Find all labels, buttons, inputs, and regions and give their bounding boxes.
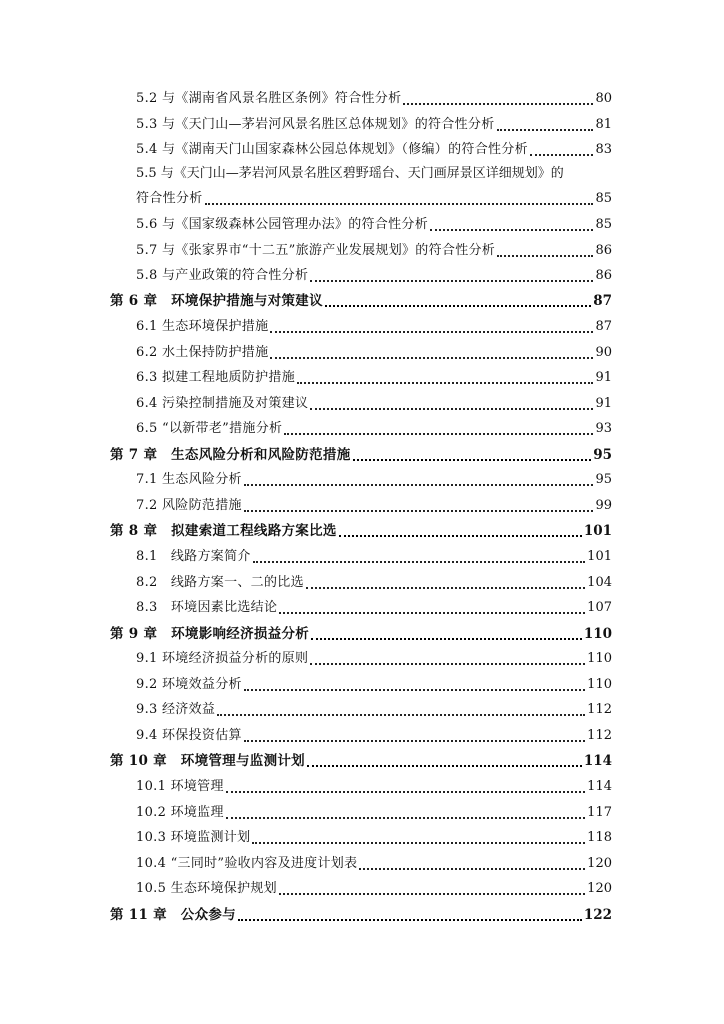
toc-entry-title: 5.2 与《湖南省风景名胜区条例》符合性分析	[136, 91, 402, 106]
toc-entry-title: 5.8 与产业政策的符合性分析	[136, 268, 309, 283]
toc-entry-title-line2: 符合性分析	[136, 191, 203, 206]
toc-entry-title: 5.4 与《湖南天门山国家森林公园总体规划》（修编）的符合性分析	[136, 142, 528, 157]
dot-leader	[353, 444, 592, 466]
toc-entry-page: 101	[587, 549, 612, 564]
toc-entry-page: 83	[595, 142, 612, 157]
toc-entry-page: 80	[595, 91, 612, 106]
toc-entry[interactable]	[136, 495, 612, 517]
toc-entry-page: 110	[587, 651, 612, 666]
toc-entry[interactable]	[136, 418, 612, 440]
toc-entry[interactable]	[136, 648, 612, 670]
toc-entry-title: 6.3 拟建工程地质防护措施	[136, 370, 296, 385]
toc-entry-title: 8.2 线路方案一、二的比选	[136, 575, 304, 590]
toc-entry[interactable]	[136, 776, 612, 798]
toc-entry-title: 10.3 环境监测计划	[136, 830, 251, 845]
dot-leader	[307, 750, 582, 772]
toc-entry-title: 7.1 生态风险分析	[136, 472, 242, 487]
toc-entry-title: 8.1 线路方案简介	[136, 549, 251, 564]
toc-entry[interactable]	[136, 725, 612, 747]
toc-entry-page: 91	[595, 370, 612, 385]
dot-leader	[297, 367, 593, 389]
dot-leader	[497, 114, 594, 136]
toc-entry[interactable]	[136, 240, 612, 262]
dot-leader	[325, 290, 591, 312]
toc-entry-title-line1[interactable]: 5.5 与《天门山—茅岩河风景名胜区碧野瑶台、天门画屏景区详细规划》的	[136, 166, 564, 181]
dot-leader	[244, 469, 594, 491]
toc-entry-title: 6.4 污染控制措施及对策建议	[136, 396, 309, 411]
toc-chapter-title: 第 7 章 生态风险分析和风险防范措施	[110, 447, 351, 463]
toc-entry-title: 9.2 环境效益分析	[136, 677, 242, 692]
toc-entry[interactable]	[136, 342, 612, 364]
toc-entry-title: 9.1 环境经济损益分析的原则	[136, 651, 309, 666]
toc-chapter-page: 122	[583, 907, 612, 923]
toc-entry-page: 117	[587, 805, 612, 820]
toc-entry-page: 87	[595, 319, 612, 334]
toc-chapter[interactable]	[110, 904, 612, 926]
toc-entry-page: 86	[595, 243, 612, 258]
toc-entry[interactable]	[136, 393, 612, 415]
dot-leader	[430, 214, 593, 236]
dot-leader	[279, 597, 585, 619]
toc-entry-page: 81	[595, 117, 612, 132]
toc-entry[interactable]	[136, 139, 612, 161]
toc-chapter-title: 第 11 章 公众参与	[110, 907, 236, 923]
toc-chapter[interactable]	[110, 290, 612, 312]
dot-leader	[403, 88, 593, 110]
toc-entry[interactable]	[136, 546, 612, 568]
toc-entry-title: 10.2 环境监理	[136, 805, 224, 820]
toc-chapter[interactable]	[110, 520, 612, 542]
toc-entry-title: 9.4 环保投资估算	[136, 728, 242, 743]
dot-leader	[270, 316, 593, 338]
toc-entry-page: 85	[595, 217, 612, 232]
toc-entry-title: 8.3 环境因素比选结论	[136, 600, 278, 615]
toc-entry-title: 6.1 生态环境保护措施	[136, 319, 269, 334]
dot-leader	[244, 674, 585, 696]
toc-entry[interactable]	[136, 853, 612, 875]
toc-chapter-title: 第 6 章 环境保护措施与对策建议	[110, 293, 323, 309]
toc-entry[interactable]	[136, 699, 612, 721]
toc-chapter-page: 95	[593, 447, 612, 463]
toc-entry[interactable]	[136, 878, 612, 900]
toc-entry[interactable]	[136, 597, 612, 619]
toc-entry-page: 104	[587, 575, 612, 590]
toc-chapter[interactable]	[110, 444, 612, 466]
toc-entry[interactable]	[136, 469, 612, 491]
dot-leader	[226, 776, 585, 798]
toc-chapter-page: 110	[583, 626, 612, 642]
dot-leader	[217, 699, 585, 721]
toc-entry-page: 110	[587, 677, 612, 692]
toc-entry-page: 86	[595, 268, 612, 283]
toc-entry[interactable]	[136, 114, 612, 136]
toc-entry-page: 90	[595, 345, 612, 360]
dot-leader	[310, 265, 593, 287]
dot-leader	[310, 393, 593, 415]
dot-leader	[359, 853, 585, 875]
toc-entry-page: 93	[595, 421, 612, 436]
dot-leader	[284, 418, 593, 440]
dot-leader	[226, 802, 585, 824]
toc-entry[interactable]	[136, 367, 612, 389]
toc-chapter[interactable]	[110, 750, 612, 772]
toc-entry[interactable]	[136, 802, 612, 824]
dot-leader	[205, 188, 594, 210]
toc-entry-page: 107	[587, 600, 612, 615]
toc-entry-title: 9.3 经济效益	[136, 702, 216, 717]
toc-chapter-title: 第 10 章 环境管理与监测计划	[110, 753, 305, 769]
toc-entry[interactable]	[136, 316, 612, 338]
toc-chapter-page: 114	[583, 753, 612, 769]
dot-leader	[530, 139, 594, 161]
toc-entry[interactable]	[136, 572, 612, 594]
toc-entry[interactable]	[136, 827, 612, 849]
dot-leader	[497, 240, 593, 262]
toc-entry-page: 112	[587, 702, 612, 717]
toc-entry-title: 10.1 环境管理	[136, 779, 224, 794]
toc-chapter-page: 101	[583, 523, 612, 539]
dot-leader	[311, 623, 582, 645]
toc-entry-title: 6.2 水土保持防护措施	[136, 345, 269, 360]
toc-entry[interactable]	[136, 265, 612, 287]
toc-entry-title: 7.2 风险防范措施	[136, 498, 242, 513]
toc-chapter-title: 第 9 章 环境影响经济损益分析	[110, 626, 310, 642]
toc-entry-page: 120	[587, 881, 612, 896]
toc-chapter[interactable]	[110, 623, 612, 645]
toc-entry-page: 120	[587, 856, 612, 871]
toc-entry[interactable]	[136, 214, 612, 236]
dot-leader	[270, 342, 593, 364]
toc-entry-title: 5.7 与《张家界市“十二五”旅游产业发展规划》的符合性分析	[136, 243, 496, 258]
dot-leader	[238, 904, 582, 926]
dot-leader	[252, 827, 585, 849]
toc-entry-title: 10.5 生态环境保护规划	[136, 881, 277, 896]
dot-leader	[253, 546, 585, 568]
toc-entry[interactable]	[136, 674, 612, 696]
toc-chapter-title: 第 8 章 拟建索道工程线路方案比选	[110, 523, 337, 539]
toc-entry-page: 95	[595, 472, 612, 487]
toc-entry-page: 99	[595, 498, 612, 513]
toc-entry-title: 5.6 与《国家级森林公园管理办法》的符合性分析	[136, 217, 429, 232]
toc-entry-page: 112	[587, 728, 612, 743]
toc-entry-title: 5.3 与《天门山—茅岩河风景名胜区总体规划》的符合性分析	[136, 117, 495, 132]
dot-leader	[244, 495, 594, 517]
dot-leader	[339, 520, 582, 542]
toc-entry-page: 85	[595, 191, 612, 206]
toc-entry[interactable]	[136, 188, 612, 210]
dot-leader	[244, 725, 585, 747]
toc-entry-title: 10.4 “三同时”验收内容及进度计划表	[136, 856, 358, 871]
toc-entry-page: 91	[595, 396, 612, 411]
toc-chapter-page: 87	[593, 293, 612, 309]
toc-entry-page: 114	[587, 779, 612, 794]
toc-entry-title: 6.5 “以新带老”措施分析	[136, 421, 283, 436]
dot-leader	[279, 878, 585, 900]
toc-entry[interactable]	[136, 88, 612, 110]
dot-leader	[306, 572, 585, 594]
toc-entry-page: 118	[587, 830, 612, 845]
dot-leader	[310, 648, 585, 670]
